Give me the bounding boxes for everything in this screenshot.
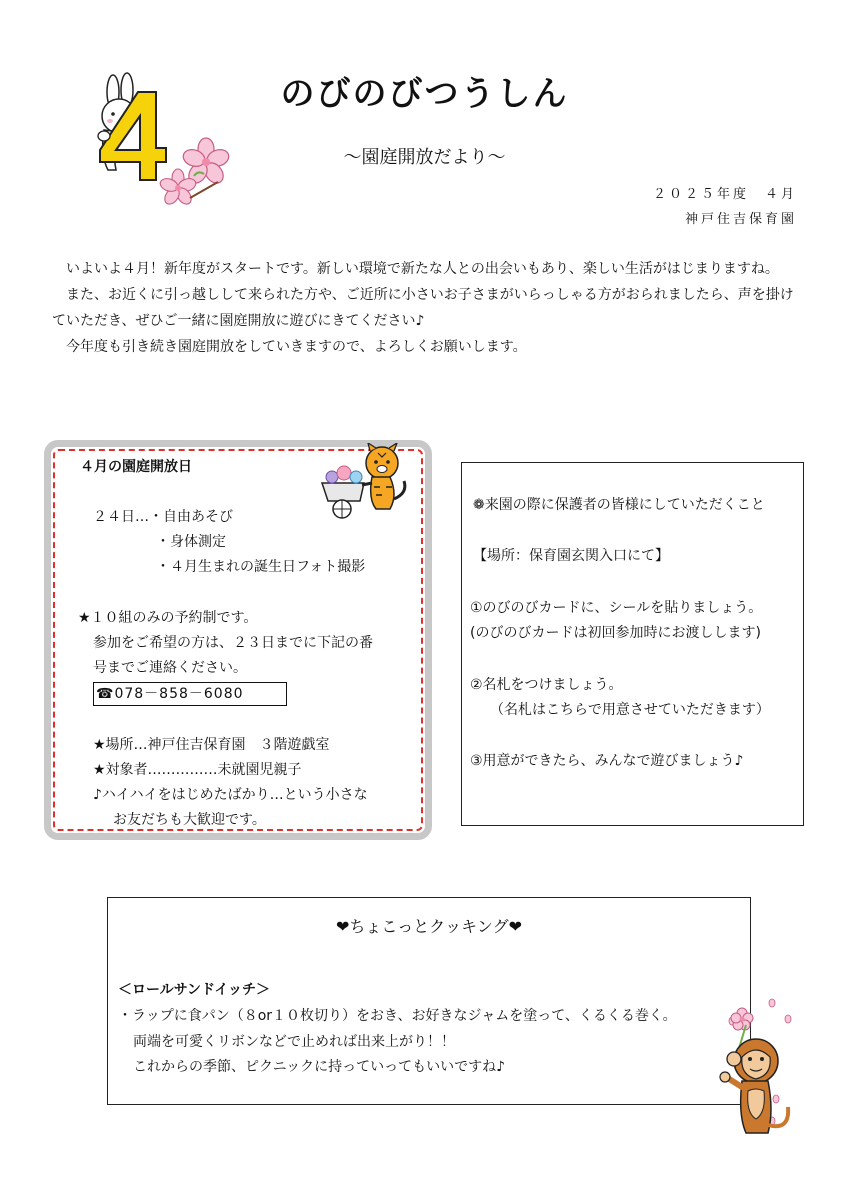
intro-paragraph-3: 今年度も引き続き園庭開放をしていきますので、よろしくお願いします。 [66, 339, 527, 355]
welcome-note-1: ♪ハイハイをはじめたばかり…という小さな [93, 787, 368, 803]
event-place: ★場所…神戸住吉保育園 ３階遊戯室 [93, 737, 330, 753]
visit-heading: ❁来園の際に保護者の皆様にしていただくこと [473, 497, 765, 513]
monkey-flower-illustration [712, 995, 804, 1145]
recipe-line-3: これからの季節、ピクニックに持っていってもいいですね♪ [133, 1059, 506, 1075]
newsletter-subtitle: ～園庭開放だより～ [343, 147, 506, 168]
intro-paragraph-2: また、お近くに引っ越しして来られた方や、ご近所に小さいお子さまがいらっしゃる方がおられましたら、声を掛けていただき、ぜひご一緒に園庭開放に遊びにきてください♪ [52, 287, 794, 329]
reservation-detail-2: 号までご連絡ください。 [93, 660, 247, 676]
intro-text [52, 256, 797, 360]
schedule-line-1: ２４日…・自由あそび [93, 509, 233, 525]
intro-paragraph-1: いよいよ４月！新年度がスタートです。新しい環境で新たな人との出会いもあり、楽しい生活がはじまりますね。 [66, 261, 779, 277]
schedule-line-2: ・身体測定 [156, 534, 226, 550]
issue-date: ２０２５年度 ４月 [652, 187, 797, 202]
visit-step-1: ①のびのびカードに、シールを貼りましょう。 [470, 600, 763, 616]
visit-step-3: ③用意ができたら、みんなで遊びましょう♪ [470, 753, 744, 769]
schedule-line-3: ・４月生まれの誕生日フォト撮影 [156, 559, 366, 575]
visit-step-1-note: (のびのびカードは初回参加時にお渡しします) [470, 625, 761, 641]
newsletter-title: のびのびつうしん [280, 74, 569, 114]
visit-location: 【場所：保育園玄関入口にて】 [473, 548, 669, 564]
phone-number: ☎078－858－6080 [93, 682, 287, 706]
reservation-detail-1: 参加をご希望の方は、２３日までに下記の番 [93, 635, 373, 651]
schedule-heading: ４月の園庭開放日 [80, 459, 192, 475]
tiger-cart-illustration [318, 443, 412, 521]
cooking-heading: ❤ちょこっとクッキング❤ [335, 917, 522, 936]
visit-instructions-box [461, 462, 804, 826]
visit-step-2: ②名札をつけましょう。 [470, 677, 623, 693]
recipe-line-2: 両端を可愛くリボンなどで止めれば出来上がり！！ [133, 1034, 455, 1050]
recipe-name: ＜ロールサンドイッチ＞ [118, 982, 271, 998]
visit-step-2-note: （名札はこちらで用意させていただきます） [490, 702, 770, 718]
organization-name: 神戸住吉保育園 [684, 212, 797, 227]
event-target: ★対象者……………未就園児親子 [93, 762, 302, 778]
recipe-line-1: ・ラップに食パン（８or１０枚切り）をおき、お好きなジャムを塗って、くるくる巻く。 [118, 1008, 677, 1024]
welcome-note-2: お友だちも大歓迎です。 [113, 812, 266, 828]
reservation-note: ★１０組のみの予約制です。 [78, 610, 258, 626]
